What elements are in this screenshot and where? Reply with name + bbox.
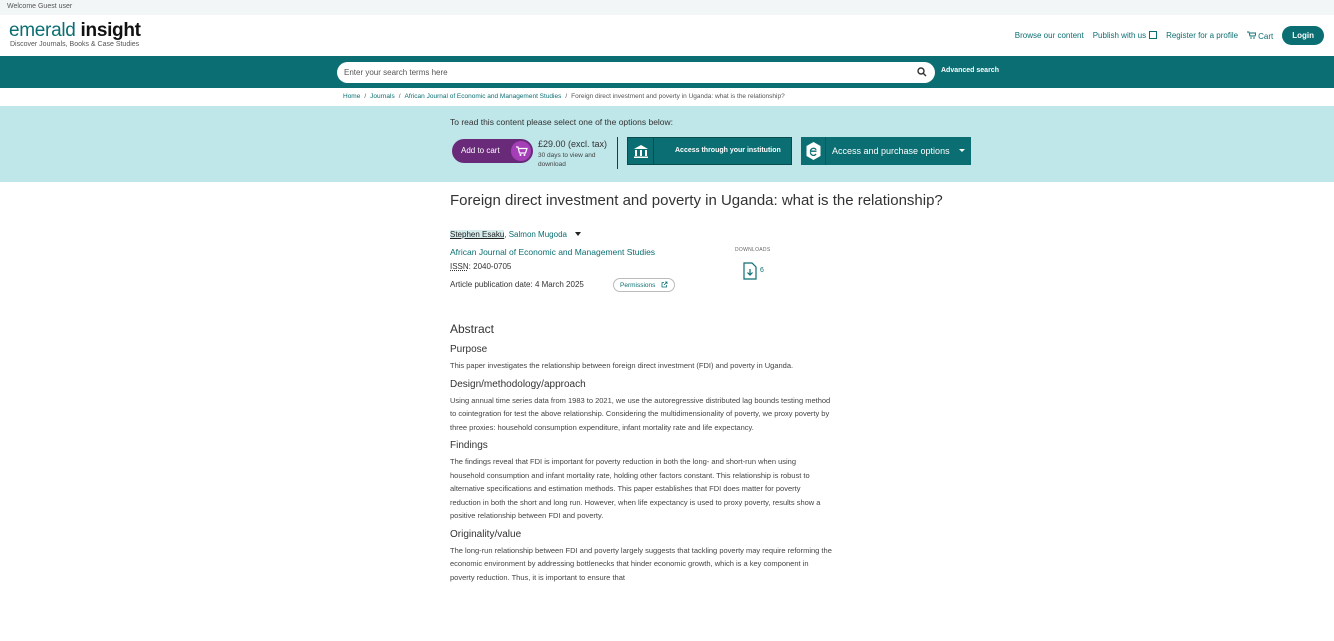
divider (617, 137, 618, 169)
institution-icon (628, 138, 654, 164)
logo-word-emerald: emerald (9, 20, 76, 41)
section-text-design: Using annual time series data from 1983 to 2021, we use the autoregressive distributed lag bounds testing method to cointegration for test the above relationship. Considering the multidimensionality of poverty, we proxy poverty by three proxies: household consumption expenditure, infant mortality rate and life expectancy. (450, 395, 831, 432)
downloads-label: DOWNLOADS (735, 247, 771, 253)
section-heading-purpose: Purpose (450, 344, 488, 355)
publication-date: Article publication date: 4 March 2025 (450, 280, 584, 289)
author-link[interactable]: , Salmon Mugoda (504, 230, 567, 239)
external-link-icon (1149, 31, 1157, 39)
external-link-icon (661, 281, 668, 288)
section-heading-design: Design/methodology/approach (450, 378, 586, 390)
welcome-text: Welcome Guest user (7, 3, 73, 10)
section-heading-findings: Findings (450, 440, 488, 451)
search-icon[interactable] (917, 67, 927, 77)
search-bar (0, 56, 1334, 88)
breadcrumb-current: Foreign direct investment and poverty in Uganda: what is the relationship? (571, 93, 785, 100)
issn (450, 262, 511, 271)
cart-label: Cart (1258, 31, 1274, 41)
cart-icon (511, 141, 531, 161)
purchase-options-label: Access and purchase options (832, 146, 950, 156)
advanced-search-link[interactable]: Advanced search (941, 67, 999, 74)
cart-link[interactable] (1247, 31, 1273, 41)
section-text-purpose: This paper investigates the relationship between foreign direct investment (FDI) and poverty in Uganda. (450, 361, 794, 370)
institution-access-button[interactable] (627, 137, 792, 165)
emerald-e-icon (801, 137, 826, 165)
downloads-count: 6 (760, 267, 764, 274)
tagline: Discover Journals, Books & Case Studies (10, 41, 140, 48)
journal-link[interactable]: African Journal of Economic and Management Studies (450, 247, 656, 257)
chevron-down-icon (959, 149, 965, 153)
price-note: 30 days to view and download (538, 152, 596, 168)
publish-label: Publish with us (1092, 31, 1147, 40)
institution-access-label: Access through your institution (675, 147, 781, 154)
breadcrumb-journals[interactable]: Journals (370, 93, 395, 100)
purchase-options-button[interactable] (801, 137, 971, 165)
breadcrumb-home[interactable]: Home (343, 93, 361, 100)
section-text-findings: The findings reveal that FDI is important for poverty reduction in both the long- and short-run when using household consumption and infant mortality rate, holding other factors constant. This relationship is robust to alternative specifications and estimation methods. This paper establishes that FDI does matter for poverty reduction in both the short and long run. However, when life expectancy is used to proxy poverty, results show a positive relationship between FDI and poverty. (450, 457, 821, 520)
article-header (450, 192, 1010, 209)
caret-down-icon[interactable] (575, 232, 581, 236)
breadcrumb-journal[interactable]: African Journal of Economic and Management Studies (404, 93, 562, 100)
login-button[interactable]: Login (1282, 26, 1324, 45)
download-icon (742, 262, 758, 280)
breadcrumb-separator: / (565, 93, 568, 100)
section-heading-originality: Originality/value (450, 528, 522, 540)
author-link[interactable]: Stephen Esaku (450, 230, 505, 239)
add-to-cart-label: Add to cart (461, 146, 500, 155)
issn-label: ISSN (450, 262, 469, 271)
breadcrumb-separator: / (398, 93, 401, 100)
welcome-bar (0, 0, 1334, 15)
section-text-originality: The long-run relationship between FDI and poverty largely suggests that tackling poverty may require reforming the economic environment by addressing bottlenecks that hinder economic growth, which is a key component in poverty reduction. Thus, it is important to ensure that (450, 545, 832, 582)
add-to-cart-button[interactable] (452, 139, 533, 163)
breadcrumb-separator: / (364, 93, 367, 100)
author-list (450, 230, 581, 239)
publish-with-us-link[interactable] (1093, 31, 1157, 40)
abstract-section (450, 322, 832, 584)
article-title: Foreign direct investment and poverty in Uganda: what is the relationship? (450, 192, 943, 209)
browse-content-link[interactable]: Browse our content (1014, 31, 1084, 40)
logo-word-insight: insight (80, 20, 141, 41)
top-nav (1015, 26, 1324, 45)
issn-value: : 2040-0705 (468, 262, 512, 271)
search-input[interactable] (337, 62, 935, 83)
breadcrumb (343, 93, 785, 100)
permissions-label: Permissions (620, 282, 656, 289)
cart-icon (1247, 31, 1256, 39)
emerald-logo[interactable] (9, 21, 141, 40)
price: £29.00 (excl. tax) (538, 139, 608, 149)
abstract-heading: Abstract (450, 322, 495, 336)
access-prompt: To read this content please select one of the options below: (450, 117, 674, 127)
register-link[interactable]: Register for a profile (1166, 31, 1239, 40)
site-header (0, 15, 1334, 56)
permissions-button[interactable] (613, 278, 675, 292)
